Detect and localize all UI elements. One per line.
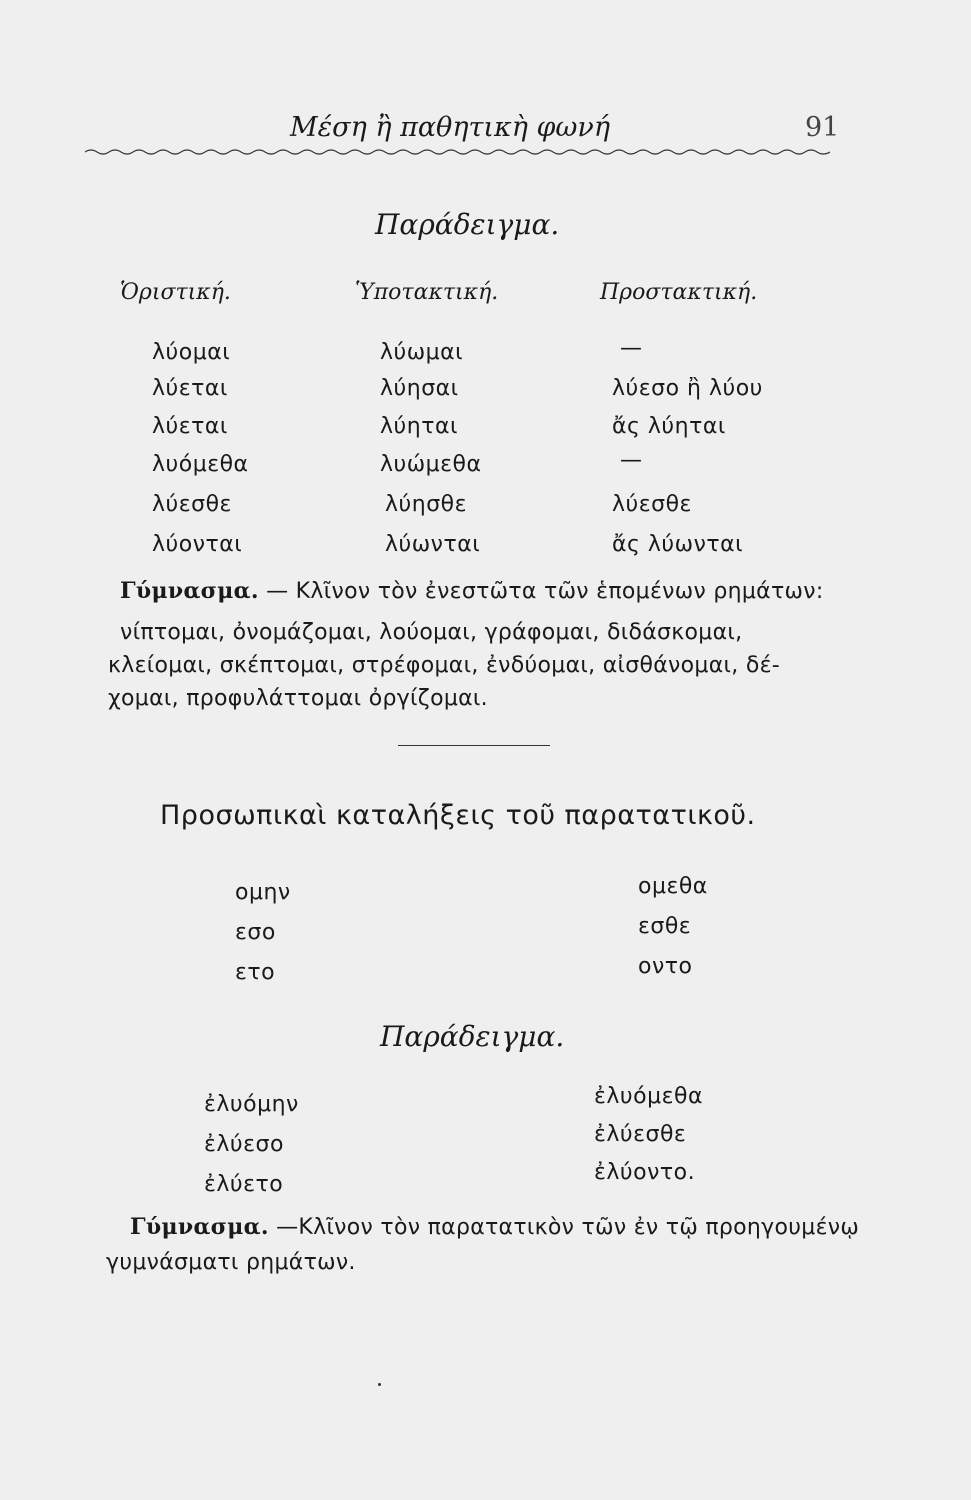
indicative-form: λύεται (152, 376, 228, 401)
ending: ομεθα (638, 874, 708, 899)
subjunctive-form: λύηται (380, 414, 458, 439)
exercise-verbs-line: χομαι, προφυλάττομαι ὀργίζομαι. (108, 686, 488, 711)
section-divider (398, 745, 550, 746)
indicative-form: λύεσθε (152, 492, 232, 517)
imperfect-exercise-intro-line (130, 1214, 859, 1240)
ending: οντο (638, 954, 693, 979)
wavy-rule (85, 148, 830, 156)
subjunctive-form: λύησαι (380, 376, 459, 401)
indicative-form: λυόμεθα (152, 452, 249, 477)
page-number: 91 (805, 112, 840, 143)
subjunctive-form: λύωμαι (380, 340, 464, 365)
imperative-form: — (620, 448, 643, 473)
exercise-label: Γύμνασμα. (120, 578, 259, 604)
exercise-intro: —Κλῖνον τὸν παρατατικὸν τῶν ἐν τῷ προηγουμένῳ (276, 1215, 860, 1240)
present-exercise-intro-line (120, 578, 824, 604)
ending: εσο (235, 920, 276, 945)
present-example-heading: Παράδειγμα. (375, 208, 560, 241)
indicative-form: λύομαι (152, 340, 231, 365)
exercise-verbs-line: νίπτομαι, ὀνομάζομαι, λούομαι, γράφομαι, διδάσκομαι, (120, 620, 743, 645)
imperfect-form: ἐλύοντο. (594, 1160, 696, 1185)
imperfect-form: ἐλυόμεθα (594, 1084, 703, 1109)
imperfect-form: ἐλύετο (204, 1172, 284, 1197)
imperfect-endings-title: Προσωπικαὶ καταλήξεις τοῦ παρατατικοῦ. (160, 800, 756, 831)
imperfect-form: ἐλυόμην (204, 1092, 299, 1117)
imperfect-example-heading: Παράδειγμα. (380, 1020, 565, 1053)
subjunctive-form: λύωνται (385, 532, 481, 557)
subjunctive-form: λύησθε (385, 492, 467, 517)
exercise-intro: — Κλῖνον τὸν ἐνεστῶτα τῶν ἑπομένων ρημάτων: (266, 579, 824, 604)
imperative-form: ἄς λύηται (612, 414, 726, 439)
stray-dot (378, 1383, 381, 1386)
col-head-subjunctive: Ὑποτακτική. (355, 280, 499, 305)
ending: ετο (235, 960, 276, 985)
imperative-form: λύεσο ἢ λύου (612, 376, 763, 401)
exercise-verbs-line: κλείομαι, σκέπτομαι, στρέφομαι, ἐνδύομαι, αἰσθάνομαι, δέ- (108, 653, 781, 678)
indicative-form: λύεται (152, 414, 228, 439)
indicative-form: λύονται (152, 532, 243, 557)
imperfect-form: ἐλύεσο (204, 1132, 284, 1157)
imperfect-form: ἐλύεσθε (594, 1122, 687, 1147)
subjunctive-form: λυώμεθα (380, 452, 482, 477)
imperative-form: — (620, 336, 643, 361)
imperative-form: λύεσθε (612, 492, 692, 517)
col-head-imperative: Προστακτική. (600, 280, 758, 305)
ending: εσθε (638, 914, 692, 939)
exercise-line: γυμνάσματι ρημάτων. (106, 1250, 356, 1275)
ending: ομην (235, 880, 291, 905)
exercise-label: Γύμνασμα. (130, 1214, 269, 1240)
running-head-title: Μέση ἢ παθητικὴ φωνή (290, 112, 610, 143)
col-head-indicative: Ὁριστική. (120, 280, 231, 305)
imperative-form: ἄς λύωνται (612, 532, 744, 557)
